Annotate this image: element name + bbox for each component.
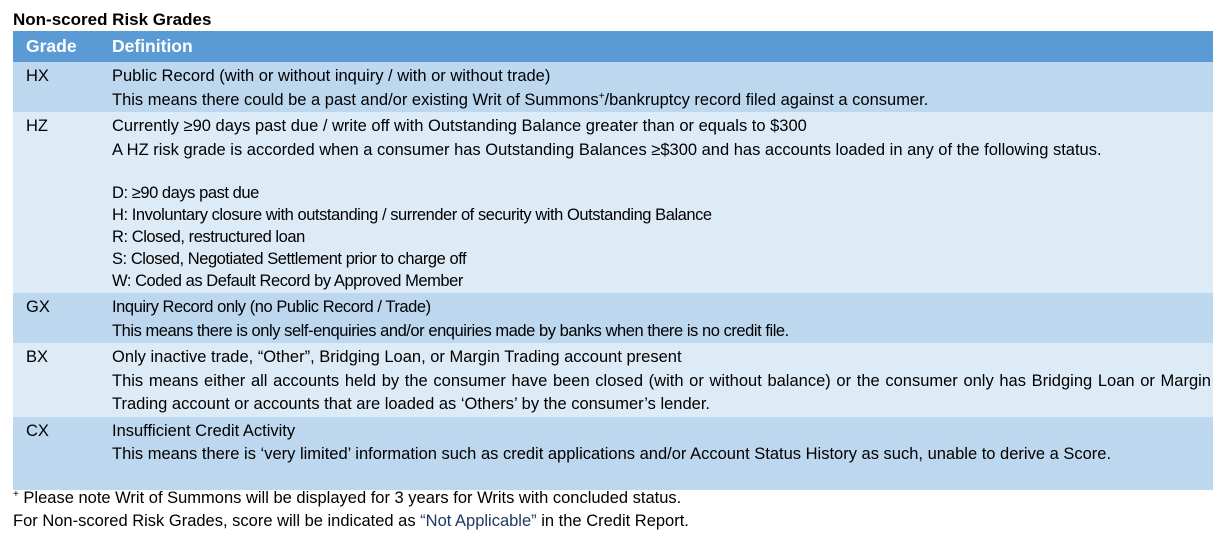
table-row-gx <box>13 293 1213 343</box>
writ-footnote <box>13 487 689 510</box>
grade-code: GX <box>26 298 50 316</box>
not-applicable-footnote <box>13 510 689 533</box>
not-applicable-quote: “Not Applicable” <box>420 512 537 530</box>
footnote-text: in the Credit Report. <box>536 512 689 530</box>
definition-summary: Public Record (with or without inquiry / with or without trade) <box>112 67 551 85</box>
table-header-row <box>13 31 1213 62</box>
table-row-hx <box>13 62 1213 112</box>
spacer <box>112 162 1211 182</box>
table-row-cx <box>13 417 1213 490</box>
footnote-marker: + <box>13 489 19 500</box>
grade-code: CX <box>26 421 49 440</box>
grade-definition <box>112 62 1213 112</box>
footnote-text: For Non-scored Risk Grades, score will be indicated as <box>13 512 421 530</box>
grade-definition <box>112 417 1213 490</box>
definition-summary: Insufficient Credit Activity <box>112 421 296 440</box>
table-row-bx <box>13 343 1213 417</box>
footnotes <box>13 487 689 533</box>
risk-grades-table <box>13 31 1213 490</box>
definition-detail: This means there is only self-enquiries and/or enquiries made by banks when there is no credit file. <box>112 321 789 340</box>
status-code-item: W: Coded as Default Record by Approved Member <box>112 272 463 290</box>
detail-text: /bankruptcy record filed against a consumer. <box>604 90 929 109</box>
detail-text: This means there could be a past and/or existing Writ of Summons <box>112 90 599 109</box>
definition-detail: A HZ risk grade is accorded when a consumer has Outstanding Balances ≥$300 and has accounts loaded in any of the following status. <box>112 140 1102 159</box>
grade-code: HX <box>26 67 49 85</box>
column-header-definition: Definition <box>112 31 1213 62</box>
definition-summary: Currently ≥90 days past due / write off with Outstanding Balance greater than or equals to $300 <box>112 117 807 135</box>
table-row-hz <box>13 112 1213 293</box>
grade-definition <box>112 112 1213 293</box>
grade-definition <box>112 343 1213 417</box>
status-code-item: H: Involuntary closure with outstanding / surrender of security with Outstanding Balance <box>112 206 712 224</box>
column-header-grade: Grade <box>13 31 112 62</box>
status-code-item: R: Closed, restructured loan <box>112 228 305 246</box>
grade-code: HZ <box>26 117 48 135</box>
status-code-item: S: Closed, Negotiated Settlement prior to charge off <box>112 250 467 268</box>
definition-summary: Inquiry Record only (no Public Record / Trade) <box>112 298 431 316</box>
document-title: Non-scored Risk Grades <box>13 10 212 29</box>
definition-detail: This means either all accounts held by the consumer have been closed (with or without balance) or the consumer only has Bridging Loan or Margin Trading account or accounts that are loaded as ‘Others’ by the consumer’s lender. <box>112 371 1211 413</box>
definition-detail: This means there is ‘very limited’ information such as credit applications and/or Account Status History as such, unable to derive a Score. <box>112 445 1112 463</box>
footnote-text: Please note Writ of Summons will be displayed for 3 years for Writs with concluded status. <box>18 489 682 507</box>
footnote-marker: + <box>598 90 605 102</box>
definition-detail <box>112 89 1211 113</box>
grade-code: BX <box>26 348 49 366</box>
definition-summary: Only inactive trade, “Other”, Bridging Loan, or Margin Trading account present <box>112 348 682 366</box>
grade-definition <box>112 293 1213 343</box>
status-code-item: D: ≥90 days past due <box>112 184 259 202</box>
